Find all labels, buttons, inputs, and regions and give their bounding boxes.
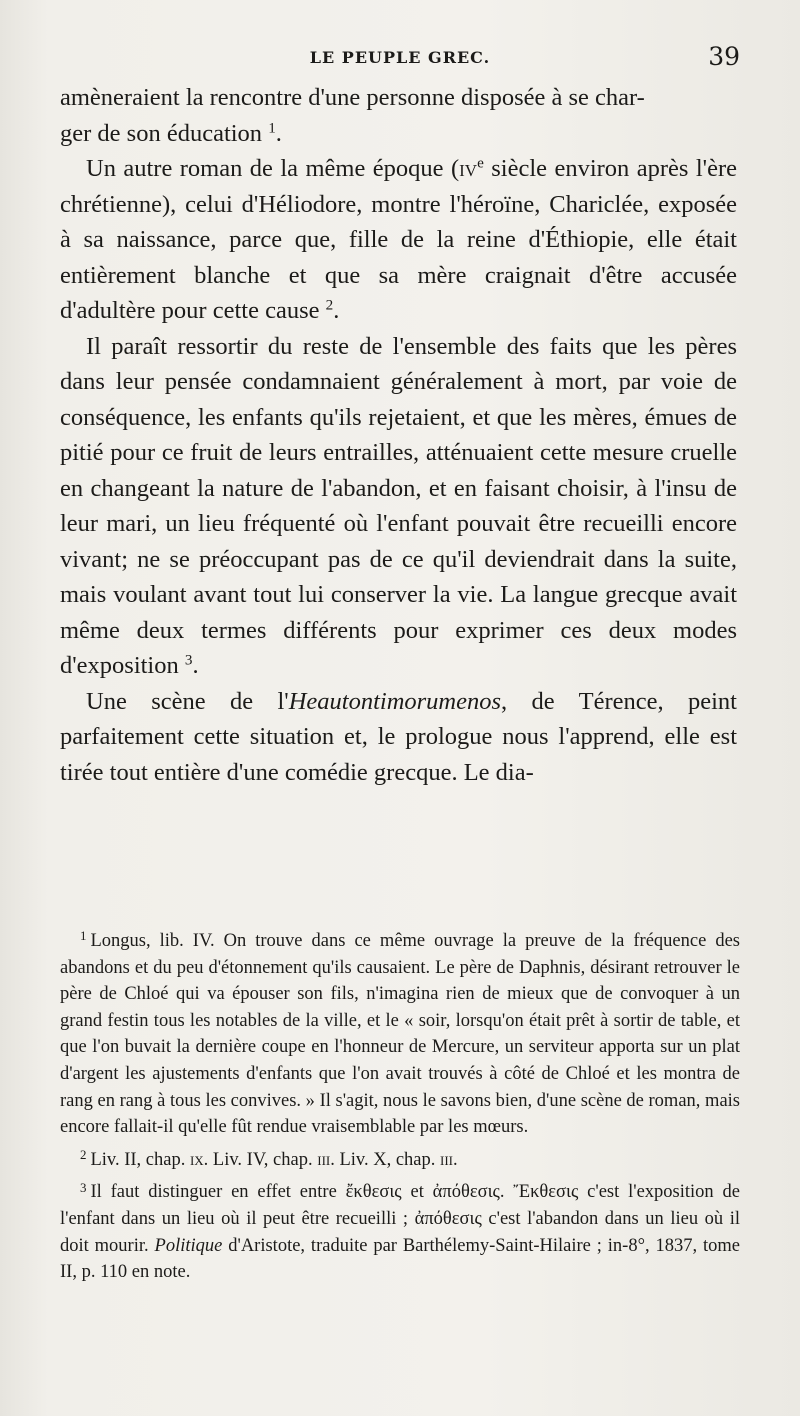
footnotes [60,928,740,1292]
chapter-numeral: ix [189,1149,204,1170]
main-text [60,80,737,790]
ordinal-suffix: e [477,154,484,172]
chapter-numeral: iii [440,1149,454,1170]
page-header [60,42,740,82]
footnote-text: Il faut distinguer en effet entre ἔκθεσις et ἀπόθεσις. Ἔκθεσις c'est l'exposition de l'enfant dans un lieu où il peut être recueilli ; ἀπόθεσις c'est l'abandon dans un lieu où il doit mourir. [60,1182,740,1256]
play-title: Heautontimorumenos [288,687,502,715]
work-title: Politique [154,1235,223,1256]
paragraph-continued [60,80,737,151]
running-head: LE PEUPLE GREC. [309,48,491,67]
footnote-marker: 1 [80,928,87,944]
footnote-1 [60,928,740,1141]
paragraph [60,684,737,791]
punctuation: . [275,119,282,147]
text-run: Une scène de l' [86,687,289,715]
paragraph [60,151,737,329]
chapter-numeral: iii [317,1149,331,1170]
footnote-text: d'Aristote, traduite par Barthélemy-Saint-Hilaire ; in-8°, 1837, tome II, p. 110 en note. [60,1235,740,1283]
text-run: Il paraît ressortir du reste de l'ensemble des faits que les pères dans leur pensée condamnaient généralement à mort, par voie de conséquence, les enfants qu'ils rejetaient, et que les mères, émues de pitié pour ce fruit de leurs entrailles, atténuaient cette mesure cruelle en changeant la nature de l'abandon, et en faisant choisir, à l'insu de leur mari, un lieu fréquenté où l'enfant pouvait être recueilli encore vivant; ne se préoccupant pas de ce qu'il deviendrait dans la suite, mais voulant avant tout lui conserver la vie. La langue grecque avait même deux termes différents pour exprimer ces deux modes d'exposition [60,332,737,679]
punctuation: . [333,297,340,324]
paragraph [60,329,737,684]
page-number: 39 [708,42,740,71]
text-line: amèneraient la rencontre d'une personne disposée à se char- [60,84,645,111]
footnote-marker: 2 [80,1146,87,1162]
footnote-text: . Liv. X, chap. [330,1149,441,1170]
text-run: siècle environ après l'ère chrétienne), celui d'Héliodore, montre l'héroïne, Chariclée, exposée à sa naissance, parce que, fille de la reine d'Éthiopie, elle était entièrement blanche et que sa mère craignait d'être accusée d'adultère pour cette cause [60,155,737,324]
footnote-3 [60,1179,740,1285]
text-line: ger de son éducation [60,119,263,147]
century-numeral: iv [459,155,478,182]
footnote-text: Liv. II, chap. [90,1149,190,1170]
text-run: , de Térence, peint parfaitement cette situation et, le prologue nous l'apprend, elle est tirée tout entière d'une comédie grecque. Le dia- [60,687,737,786]
footnote-ref: 3 [184,651,193,669]
footnote-text: . Liv. IV, chap. [203,1149,318,1170]
punctuation: . [192,652,199,679]
footnote-ref: 2 [325,296,334,314]
footnote-2 [60,1147,740,1174]
punctuation: . [453,1149,458,1170]
footnote-text: Longus, lib. IV. On trouve dans ce même ouvrage la preuve de la fréquence des abandons et du peu d'étonnement qu'ils causaient. Le père de Daphnis, désirant retrouver le père de Chloé qui va épouser son fils, n'imagina rien de mieux que de convoquer à un grand festin tous les notables de la ville, et le « soir, lorsqu'on était prêt à sortir de table, et que l'on buvait la dernière coupe en l'honneur de Mercure, un serviteur apporta sur un plat d'argent les ajustements d'enfants que l'on avait trouvés à côté de Chloé et les montra de rang en rang à tous les convives. » Il s'agit, nous le savons bien, d'une scène de roman, mais encore fallait-il qu'elle fût rendue vraisemblable par les mœurs. [60,931,740,1138]
footnote-marker: 3 [80,1179,87,1195]
text-run: Un autre roman de la même époque ( [86,155,460,182]
footnote-ref: 1 [268,119,276,137]
